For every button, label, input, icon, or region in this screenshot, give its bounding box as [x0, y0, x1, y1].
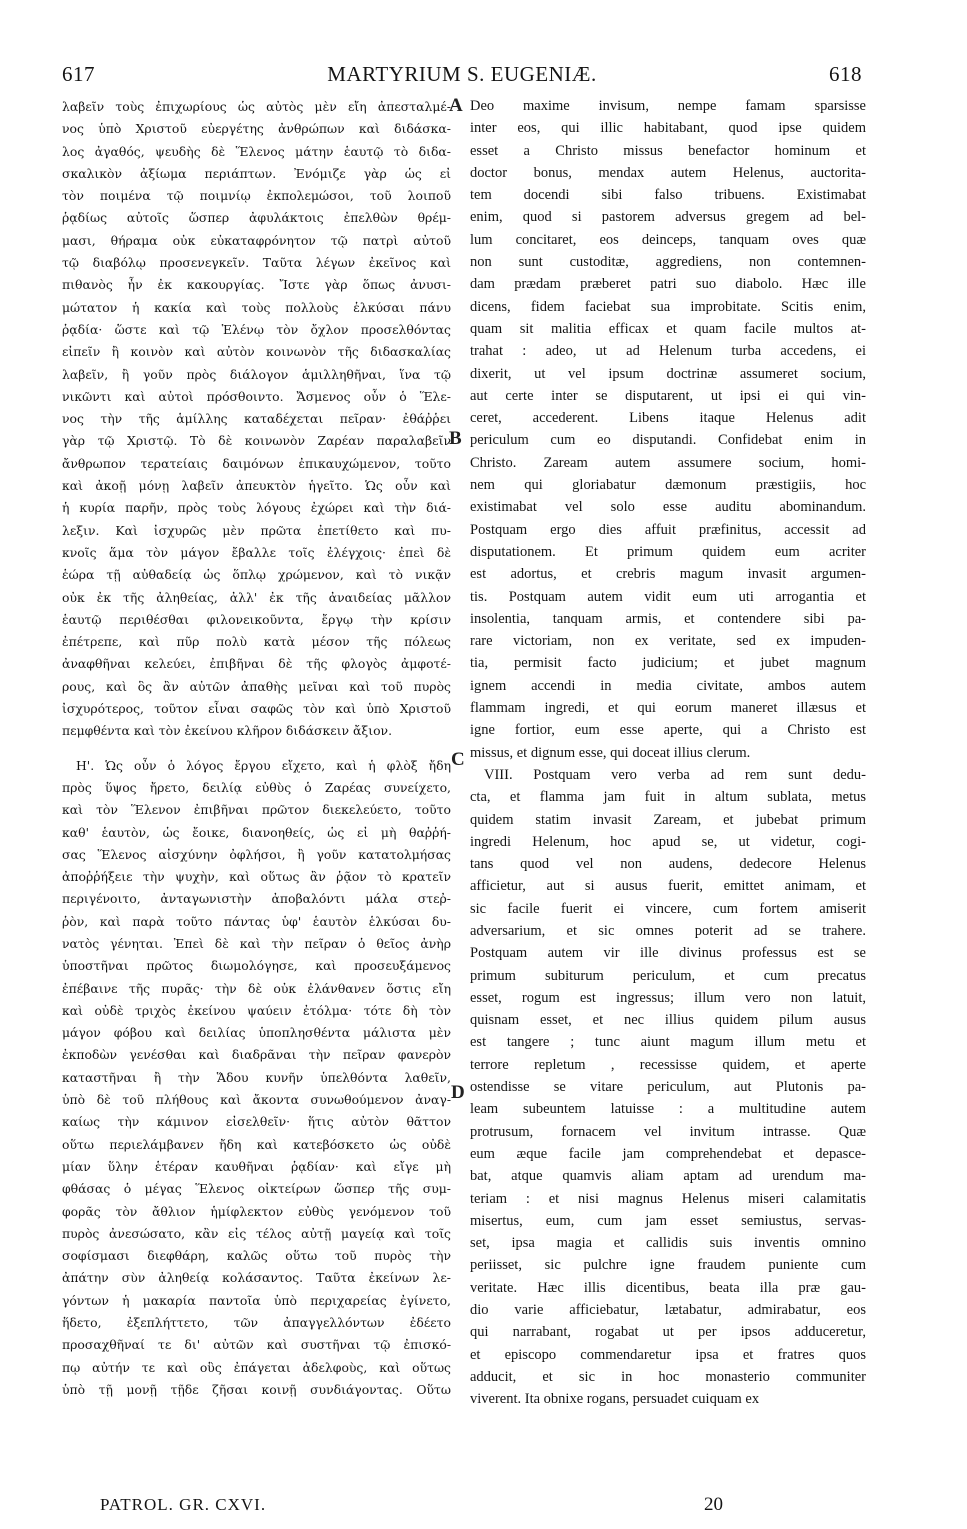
text-line: γόντων ἡ μακαρία παντοῖα ὑπὸ περιχαρείας ἐγίνετο, [62, 1292, 451, 1308]
text-line: γὰρ τῷ Χριστῷ. Τὸ δὲ κοινωνὸν Ζαρέαν παραλαβεῖν [62, 433, 451, 449]
text-line: veritate. Hæc illis dicentibus, beata illa præ gau- [470, 1279, 866, 1296]
text-line: περιγένοιτο, ἀνταγωνιστὴν ἀποβαλόντι μάλα στεῤ- [62, 891, 451, 907]
text-line: ἀποῤῥήξειε τὴν ψυχὴν, καὶ οὕτως ἂν ῥᾷον τὸ κρατεῖν [62, 869, 451, 885]
text-line: primum subiturum periculum, et cum precatus [470, 967, 866, 984]
text-line: ρους, καὶ ὃς ἂν αὐτῶν ἀπαθὴς μεῖναι καὶ τοῦ πυρὸς [62, 678, 451, 694]
text-line: ἡ κυρία παρῆν, πρὸς τοὺς λόγους ἐχώρει καὶ τὴν διά- [62, 500, 451, 516]
text-line: οὕτω περιελάμβανεν ἤδη καὶ κατεβόσκετο ὡς οὐδὲ [62, 1136, 451, 1152]
text-line: insolentia, tanquam armis, et contendere sibi pa- [470, 610, 866, 627]
text-line: φορᾶς τὸν ἄθλιον ἡμίφλεκτον εὐθὺς γενόμενον τοῦ [62, 1203, 451, 1219]
text-line: ignem accendi in media civitate, ambos autem [470, 677, 866, 694]
text-line: dixerit, ut vel ipsum doctrinæ assumeret socium, [470, 365, 866, 382]
text-line: ἰσχυρότερος, τοῦτον εἶναι σαφῶς τὸν καὶ ὑπὸ Χριστοῦ [62, 701, 451, 717]
greek-column [62, 96, 451, 1401]
text-line: νατὸς γένηται. Ἐπεὶ δὲ καὶ τὴν πεῖραν ὁ θεῖος ἀνὴρ [62, 935, 451, 951]
text-line: periculum cum eo disputandi. Confidebat enim in [470, 432, 866, 449]
text-line: leam subeuntem latuisse : a multitudine autem [470, 1101, 866, 1118]
margin-marker-a: A [449, 95, 463, 116]
text-line: ἑαυτῷ περιθέσθαι φιλονεικοῦντα, ἔργῳ τὴν κρίσιν [62, 611, 451, 627]
text-line: ἐπέτρεπε, καὶ πῦρ πολὺ κατὰ μέσον τῆς πόλεως [62, 634, 451, 650]
text-line: nem qui gloriabatur dæmonum præstigiis, hoc [470, 477, 866, 494]
text-line: ἐπέβαινε τῆς πυρᾶς· τὴν δὲ οὐκ ἐλάνθανεν ὅστις εἴη [62, 980, 451, 996]
text-line: inter eos, qui illic habitabant, quod ipse quidem [470, 120, 866, 137]
text-line: νος τὴν τῆς ἁμίλλης καταδέχεται πεῖραν· ἐθάῤῥει [62, 411, 451, 427]
text-line: καὶ τὸν Ἕλενον ἐπιβῆναι πρῶτον διεκελεύετο, τοῦτο [62, 802, 451, 818]
text-line: ἄνθρωπον τερατείαις δαιμόνων ἐπικαυχώμενον, τοῦτο [62, 455, 451, 471]
text-line: μασι, θήραμα οὐκ εὐκαταφρόνητον τῷ πατρὶ αὐτοῦ [62, 232, 451, 248]
text-line: qui narrabant, rogabat ut per ipsos adduceretur, [470, 1324, 866, 1341]
text-line: σοφίσμασι διεφθάρη, καλῶς οὕτω τοῦ πυρὸς τὴν [62, 1248, 451, 1264]
text-line: πυρὸς ἀνεσώσατο, κἂν εἰς τέλος αὐτῇ μαγείᾳ καὶ τοῖς [62, 1225, 451, 1241]
text-line: quisnam esset, et nec illius quidem pilum ausus [470, 1012, 866, 1029]
text-line: rare victoriam, non ex veritate, sed ex impuden- [470, 633, 866, 650]
text-line: afficietur, aut si ausus fuerit, emittet animam, et [470, 878, 866, 895]
text-line: καθ' ἑαυτὸν, ὡς ἔοικε, διανοηθείς, ὡς εἰ μὴ θαῤῥή- [62, 824, 451, 840]
text-line: λος ἀγαθός, ψευδὴς δὲ Ἕλενος μάτην ἑαυτῷ τὸ διδα- [62, 143, 451, 159]
text-line: Deo maxime invisum, nempe famam sparsisse [470, 98, 866, 114]
text-line: προσαχθῆναί τε δι' αὐτῶν καὶ συστῆναι τῷ ἐπισκό- [62, 1337, 451, 1353]
text-line: set, ipsa magia et callidis suis inventis omnino [470, 1235, 866, 1252]
text-line: VIII. Postquam vero verba ad rem sunt dedu- [484, 766, 866, 783]
margin-marker-b: B [449, 428, 462, 449]
text-line: viverent. Ita obnixe rogans, persuadet cuiquam ex [470, 1391, 760, 1408]
text-line: eum æque facile jam comprehendebat et depasce- [470, 1145, 866, 1162]
text-line: ἥδετο, ἐξεπλήττετο, τῶν ἀπαγγελλόντων ἐδέετο [62, 1315, 451, 1331]
text-line: ceret, accederent. Libens itaque Helenus adit [470, 410, 866, 427]
text-line: καὶ ἀκοῇ μόνῃ λαβεῖν ἀπευκτὸν ἡγεῖτο. Ὡς οὖν καὶ [62, 478, 451, 494]
text-line: sic facile fuerit ei vincere, cum fortem amiserit [470, 900, 866, 917]
text-line: καίως τὴν κάμινον εἰσελθεῖν· ἥτις αὐτὸν θᾶττον [62, 1114, 451, 1130]
running-head [62, 62, 862, 88]
text-line: ῥᾳδίως αὐτοῖς ὥσπερ ἀφυλάκτοις ἐπελθὼν θρέμ- [62, 210, 451, 226]
text-line: igne fortior, eum esse aperte, qui a Christo est [470, 722, 866, 739]
text-line: νικῶντι καὶ αὐτοὶ πρόσθοιντο. Ἄσμενος οὖν ὁ Ἕλε- [62, 388, 451, 404]
text-line: quam sit malitia efficax et quam facile multos at- [470, 320, 866, 337]
text-line: νος ὑπὸ Χριστοῦ εὐεργέτης ἀνθρώπων καὶ διδάσκα- [62, 121, 451, 137]
text-line: protrusum, fornacem vel invitum intrasse. Quæ [470, 1123, 866, 1140]
text-line: τὸν ποιμένα τῷ ποιμνίῳ ἐκπολεμώσοι, τοῦ λοιποῦ [62, 188, 451, 204]
text-line: φθάσας ὁ μέγας Ἕλενος οἰκτείρων ὥσπερ τῆς συμ- [62, 1181, 451, 1197]
left-page-number: 617 [62, 62, 95, 86]
text-line: flammam ingredi, et qui eorum maneret illæsus et [470, 700, 866, 717]
text-line: μάγον φόβου καὶ δειλίας ὑποπλησθέντα μάλιστα μὲν [62, 1025, 451, 1041]
text-line: Η'. Ὡς οὖν ὁ λόγος ἔργου εἴχετο, καὶ ἡ φλὸξ ἤδη [76, 757, 451, 773]
text-line: tans quod vel non audens, dedecore Helenus [470, 856, 866, 873]
text-line: σκαλικὸν ἀξίωμα περιάπτων. Ἐνόμιζε γὰρ ὡς εἰ [62, 165, 451, 181]
text-line: κνοῖς ἅμα τὸν μάγον ἔβαλλε τοῖς ἐλέγχοις· ἐπεὶ δὲ [62, 544, 451, 560]
text-line: ἐκποδὼν γενέσθαι καὶ διαδρᾶναι τὴν πεῖραν φανερὸν [62, 1047, 451, 1063]
text-line: bat, atque quamvis aliam aptam ad urendum ma- [470, 1168, 866, 1185]
text-line: trahat : adeo, ut ad Helenum turba accedens, ei [470, 343, 866, 360]
running-title: MARTYRIUM S. EUGENIÆ. [327, 62, 597, 86]
text-line: cta, et flamma jam fuit in altum sublata, metus [470, 789, 866, 806]
text-line: non sunt custoditæ, aggrediens, non contemnen- [470, 254, 866, 271]
text-line: τῷ διαβόλῳ προσενεγκεῖν. Ταῦτα λέγων ἐκεῖνος καὶ [62, 255, 451, 271]
text-line: et episcopo commendaretur ipsa et fratres quos [470, 1346, 866, 1363]
text-line: existimabat vel solo esse auditu abominandum. [470, 499, 866, 516]
text-line: missus, et dignum esse, qui doceat illius clerum. [470, 744, 751, 761]
text-line: ὑποστῆναι πρῶτος διωμολόγησε, καὶ προσευξάμενος [62, 958, 451, 974]
text-line: καὶ οὐδὲ τριχὸς ἐκείνου ψαύειν ἐτόλμα· τότε δὴ τὸν [62, 1002, 451, 1018]
text-line: esset, rogum est ingressus; illum vero non latuit, [470, 989, 866, 1006]
text-line: σας Ἕλενος αἰσχύνην ὀφλήσοι, ἢ γοῦν κατατολμήσας [62, 846, 451, 862]
text-line: ἑώρα τῇ αὐθαδείᾳ ὡς ὅπλῳ χρώμενον, καὶ τὸ νικᾷν [62, 567, 451, 583]
text-line: adducit, et sic in hoc monasterio communiter [470, 1368, 866, 1385]
text-line: aut certe inter se disputarent, ut ipsi ei qui vin- [470, 387, 866, 404]
text-line: dam prædam præberet patri suo diabolo. Hæc ille [470, 276, 866, 293]
text-line: ostendisse se vitare periculum, aut Plutonis pa- [470, 1079, 866, 1096]
text-line: tis. Postquam autem vidit eum uti arrogantia et [470, 588, 866, 605]
text-line: ingredi Helenum, hoc apud se, ut videtur, cogi- [470, 833, 866, 850]
text-line: doctor bonus, mendax autem Helenus, auctorita- [470, 164, 866, 181]
text-line: Postquam autem vir ille divinus professus est se [470, 945, 866, 962]
right-page-number: 618 [829, 62, 862, 86]
text-line: enim, quod si pastorem adversus gregem ad bel- [470, 209, 866, 226]
text-line: tia, permisit facto judicium; et jubet magnum [470, 655, 866, 672]
text-line: ἀναφθῆναι κελεύει, ἐπιβῆναι δὲ τῆς φλογὸς ἀμφοτέ- [62, 656, 451, 672]
text-line: μίαν ὕλην ἑτέραν καυθῆναι ῥᾳδίαν· καὶ εἴγε μὴ [62, 1158, 451, 1174]
text-line: misertus, eum, cum jam esset semiustus, servas- [470, 1212, 866, 1229]
text-line: λαβεῖν, ἢ γοῦν πρὸς διάλογον ἁμιλληθῆναι, ἵνα τῷ [62, 366, 451, 382]
text-line: μώτατον ἡ κακία καὶ τοὺς πολλοὺς ἑλκύσαι πάνυ [62, 299, 451, 315]
series-footer: PATROL. GR. CXVI. [100, 1495, 267, 1514]
text-line: οὐκ ἐκ τῆς ἀληθείας, ἀλλ' ἐκ τῆς ἀναιδείας μᾶλλον [62, 589, 451, 605]
text-line: lum concitaret, eos deinceps, tanquam oves quæ [470, 231, 866, 248]
text-line: esset a Christo missus benefactor hominum et [470, 142, 866, 159]
text-line: ὑπὸ δὲ τοῦ πλήθους καὶ ἄκοντα συνωθούμενον ἀναγ- [62, 1092, 451, 1108]
text-line: πῳ αὐτήν τε καὶ οὓς ἐπάγεται ἀδελφοὺς, καὶ οὕτως [62, 1359, 451, 1375]
text-line: dio varie afficiebatur, lætabatur, admirabatur, eos [470, 1302, 866, 1319]
text-line: πιθανὸς ἦν ἐκ κακουργίας. Ἴστε γὰρ ὅπως ἀνυσι- [62, 277, 451, 293]
text-line: terrore repletum , recessisse quidem, et aperte [470, 1056, 866, 1073]
margin-marker-d: D [451, 1082, 465, 1103]
latin-column [470, 95, 866, 1411]
text-line: ὑπὸ τῇ μονῇ τῇδε ζῆσαι κοινῇ συνδιάγοντας. Οὕτω [62, 1381, 451, 1397]
text-line: est adortus, et crebris magum invasit argumen- [470, 566, 866, 583]
text-line: tem docendi sibi falso tribuens. Existimabat [470, 187, 866, 204]
text-line: ῥᾳδία· ὥστε καὶ τῷ Ἑλένῳ τὸν ὄχλον προσελθόντας [62, 321, 451, 337]
text-line: πεμφθέντα καὶ τὸν ἐκείνου κλῆρον διδάσκειν ἄξιον. [62, 723, 393, 739]
text-line: καταστῆναι ἢ τὴν Ἅδου κυνῆν ὑπελθόντα λαθεῖν, [62, 1069, 451, 1085]
text-line: πρὸς ὕψος ἤρετο, δειλίᾳ εὐθὺς ὁ Ζαρέας συνείχετο, [62, 779, 451, 795]
text-line: dicens, fidem faciebat sua improbitate. Scitis enim, [470, 298, 866, 315]
text-line: εἰπεῖν ἢ κοινὸν καὶ αὐτὸν κοινωνὸν τῆς διδασκαλίας [62, 344, 451, 360]
text-line: periisset, sic pulchre igne fraudem puniente cum [470, 1257, 866, 1274]
text-line: disputationem. Et primum quidem eum acriter [470, 543, 866, 560]
margin-marker-c: C [451, 749, 465, 770]
text-line: λεξιν. Καὶ ἰσχυρῶς μὲν πρῶτα ἐπετίθετο καὶ πυ- [62, 522, 451, 538]
text-line: quidem statim invasit Zaream, et jubebat primum [470, 811, 866, 828]
signature-mark: 20 [704, 1494, 723, 1515]
text-line: Postquam ergo dies affuit præfinitus, accessit ad [470, 521, 866, 538]
text-line: teriam : et nisi magnus Helenus miseri calamitatis [470, 1190, 866, 1207]
text-line: λαβεῖν τοὺς ἐπιχωρίους ὡς αὐτὸς μὲν εἴη ἀπεσταλμέ- [62, 99, 451, 114]
text-line: ἀπάτην σὺν ἀληθείᾳ κολάσαντος. Ταῦτα ἐκείνων λε- [62, 1270, 451, 1286]
text-line: adversarium, et sic omnes poterit ad se trahere. [470, 922, 866, 939]
text-line: est tangere ; tunc aiunt magum illum metu et [470, 1034, 866, 1051]
text-line: Christo. Zaream autem assumere socium, homi- [470, 454, 866, 471]
text-line: ῥὸν, καὶ παρὰ τοῦτο πάντας ὑφ' ἑαυτὸν ἑλκύσαι δυ- [62, 913, 451, 929]
